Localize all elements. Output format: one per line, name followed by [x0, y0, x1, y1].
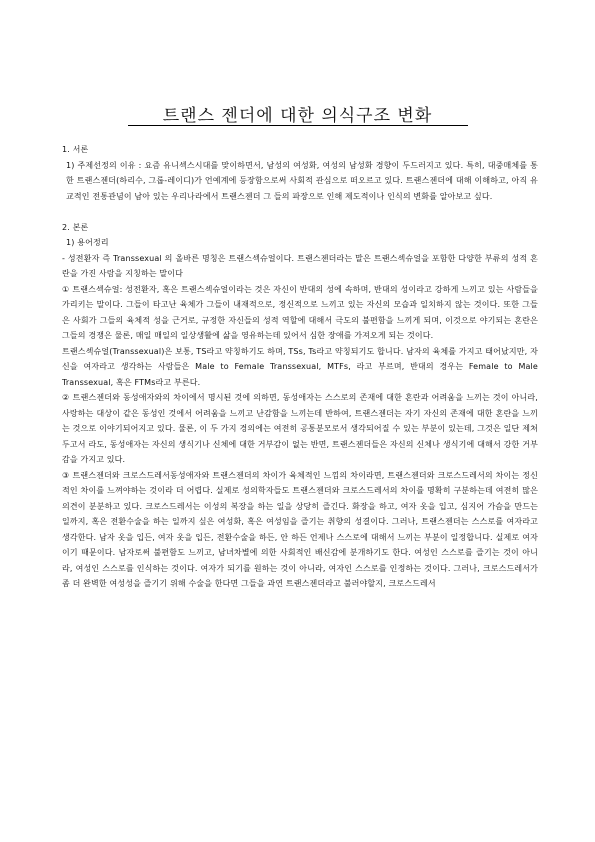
paragraph-topic-reason: 1) 주제선정의 이유 : 요즘 유니섹스시대를 맞이하면서, 남성의 여성화, 여성의 남성화 경향이 두드러지고 있다. 특히, 대중매체를 통한 트랜스젠더(하리수, 그룹-레이디)가 언예계에 등장함으로써 사회적 관심으로 떠오르고 있다. 트랜스젠더에 대해 이해하고, 아직 유교적인 전통관념이 남아 있는 우리나라에서 트랜스젠더 그 들의 파장으로 인해 제도적이나 인식의 변화를 알아보고 싶다. — [66, 160, 538, 201]
title-underline — [128, 125, 468, 126]
section-heading-intro: 1. 서론 — [62, 145, 89, 154]
paragraph-transsexual: ① 트랜스섹슈얼: 성전환자, 혹은 트랜스섹슈얼이라는 것은 자신이 반대의 성에 속하며, 반대의 성이라고 강하게 느끼고 있는 사람들을 가리키는 말이다. 그들이 타고난 육체가 그들이 내재적으로, 정신적으로 느끼고 있는 자신의 모습과 일치하지 않는 것이다. 또한 그들은 사회가 그들의 육체적 성을 근거로, 규정한 자신들의 성적 역할에 대해서 극도의 불편함을 느끼게 되며, 이것으로 야기되는 혼란은 그들의 경쟁은 물론, 매일 매일의 일상생활에 삶을 영유하는데 있어서 심한 장애를 가져오게 되는 것이다. — [62, 284, 538, 340]
spacer — [62, 204, 538, 220]
paragraph-homosexual-difference: ② 트랜스젠더와 동성애자와의 차이에서 명시된 것에 의하면, 동성애자는 스스로의 존재에 대한 혼란과 어려움을 느끼는 것이 아니라, 사랑하는 대상이 같은 동성인 것에서 어려움을 느끼고 난감함을 느끼는데 반하여, 트랜스젠더는 자기 자신의 존재에 대한 혼란을 느끼는 것으로 이야기되어지고 있다. 물론, 이 두 가지 경의에는 여전히 공통분모로서 생각되어질 수 있는 부분이 있는데, 그것은 일단 제쳐 두고서 라도, 동성애자는 자신의 생식기나 신체에 대한 거부감이 없는 반면, 트랜스젠더들은 자신의 신체나 생식기에 대해서 강한 거부감을 가지고 있다. — [62, 393, 538, 464]
document-body — [62, 142, 538, 592]
document-title: 트랜스 젠더에 대한 의식구조 변화 — [162, 106, 433, 126]
paragraph-term-definition: - 성전환자 즉 Transsexual 의 올바른 명칭은 트랜스섹슈얼이다. 트랜스젠더라는 말은 트랜스섹슈얼을 포함한 다양한 부류의 성적 혼란을 가진 사람을 지칭하는 말이다 — [62, 253, 538, 278]
section-heading-body: 2. 본론 — [62, 222, 89, 232]
subsection-heading-terms: 1) 용어정리 — [66, 238, 109, 247]
paragraph-crossdresser-difference: ③ 트랜스젠더와 크로스드레서동성애자와 트랜스젠더의 차이가 육체적인 느낌의 차이라면, 트랜스젠더와 크로스드레서의 차이는 정신적인 차이를 느껴야하는 것이라 더 어렵다. 실제로 성의학자들도 트랜스젠더와 크로스드레서의 차이를 명확히 구분하는데 여전히 많은 의견이 분분하고 있다. 크로스드레서는 이성의 복장을 하는 일을 상당히 즐긴다. 화장을 하고, 여자 옷을 입고, 심지어 가슴을 만드는 일까지, 혹은 전환수술을 하는 일까지 싶은 여성화, 혹은 여성임을 즐기는 취향의 성결이다. 그러나, 트랜스젠더는 스스로를 여자라고 생각한다. 남자 옷을 입든, 여자 옷을 입든, 전환수술을 하든, 안 하든 언제나 스스로에 대해서 느끼는 부분이 일정합니다. 실제로 여자이기 때문이다. 남자로써 불편함도 느끼고, 남녀차별에 의한 사회적인 배신감에 분개하기도 한다. 여성인 스스로를 즐기는 것이 아니라, 여성인 스스로를 인식하는 것이다. 여자가 되기를 원하는 것이 아니라, 여자인 스스로를 인정하는 것이다. 그러나, 크로스드레서가 좀 더 완벽한 여성성을 즐기기 위해 수술을 한다면 그들을 과연 트랜스젠더라고 불러야할지, 크로스드레서 — [62, 470, 538, 588]
paragraph-ts-abbreviation: 트랜스섹슈얼(Transsexual)은 보통, TS라고 약칭하기도 하며, TSs, Ts라고 약칭되기도 합니다. 남자의 육체를 가지고 태어났지만, 자신을 여자라고 생각하는 사람들은 Male to Female Transsexual, MTFs, 라고 부르며, 반대의 경우는 Female to Male Transsexual, 혹은 FTMs라고 부른다. — [62, 346, 538, 387]
